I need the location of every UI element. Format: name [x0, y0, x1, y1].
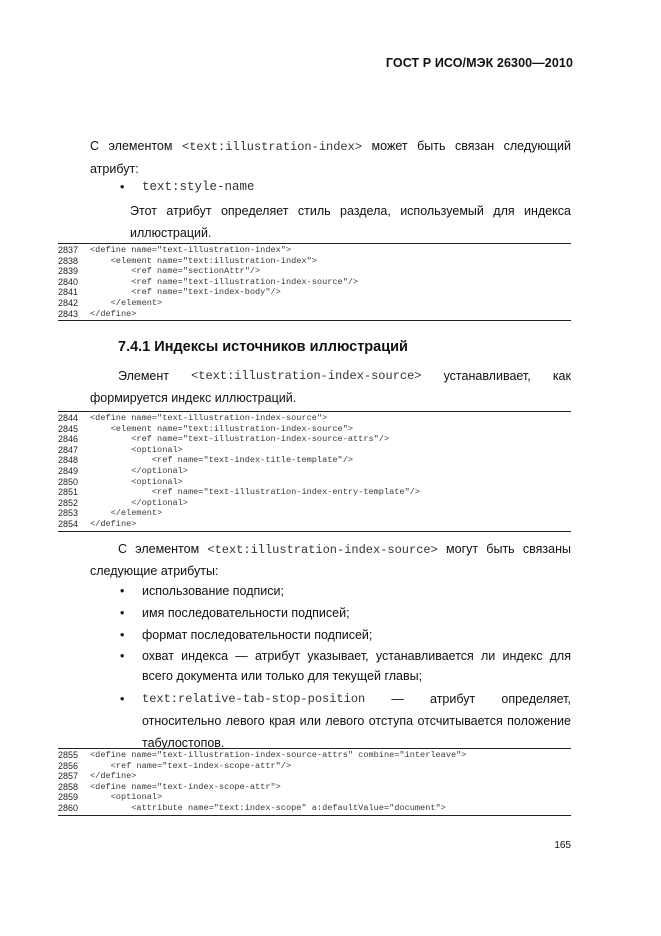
line-number: 2856 — [58, 760, 79, 771]
code-text: </element> — [90, 297, 163, 308]
code-line — [58, 792, 571, 803]
code-line — [58, 413, 571, 424]
code-text: </define> — [90, 308, 137, 319]
line-number: 2843 — [58, 308, 79, 319]
code-line — [58, 424, 571, 435]
bullet-attribute-code: text:style-name — [142, 180, 255, 194]
code-line — [58, 256, 571, 267]
line-number: 2858 — [58, 781, 79, 792]
line-number: 2851 — [58, 487, 79, 498]
line-number: 2853 — [58, 508, 79, 519]
paragraph-attributes-intro: С элементом <text:illustration-index-source> могут быть связаны — [118, 542, 571, 557]
list-item: text:relative-tab-stop-position — атрибут определяет, — [142, 692, 571, 706]
code-line — [58, 298, 571, 309]
list-item-continuation: всего документа или только для текущей главы; — [142, 669, 423, 683]
code-line — [58, 761, 571, 772]
code-line — [58, 782, 571, 793]
code-text: <ref name="text-illustration-index-entry-template"/> — [90, 487, 421, 498]
document-header: ГОСТ Р ИСО/МЭК 26300—2010 — [385, 56, 573, 70]
code-text: <optional> — [90, 444, 183, 455]
code-line — [58, 508, 571, 519]
line-number: 2859 — [58, 792, 79, 803]
code-line — [58, 277, 571, 288]
line-number: 2842 — [58, 297, 79, 308]
code-text: </optional> — [90, 465, 188, 476]
paragraph-intro: С элементом <text:illustration-index> может быть связан следующий — [90, 139, 572, 154]
inline-code: text:relative-tab-stop-position — [142, 692, 366, 706]
list-item: охват индекса — атрибут указывает, устанавливается ли индекс для — [142, 649, 571, 663]
list-item: имя последовательности подписей; — [142, 606, 350, 620]
code-line — [58, 445, 571, 456]
inline-code: <text:illustration-index-source> — [207, 543, 438, 557]
code-text: <define name="text-index-scope-attr"> — [90, 781, 281, 792]
code-line — [58, 309, 571, 320]
bullet-marker: • — [120, 606, 125, 620]
code-text: <element name="text:illustration-index"> — [90, 255, 317, 266]
bullet-marker: • — [120, 692, 125, 706]
line-number: 2845 — [58, 423, 79, 434]
code-text: <ref name="sectionAttr"/> — [90, 266, 261, 277]
code-text: <define name="text-illustration-index-source"> — [90, 413, 328, 423]
code-block-3 — [58, 748, 571, 816]
line-number: 2849 — [58, 465, 79, 476]
line-number: 2846 — [58, 434, 79, 445]
code-line — [58, 477, 571, 488]
code-line — [58, 519, 571, 530]
line-number: 2837 — [58, 245, 79, 255]
code-block-2 — [58, 411, 571, 532]
list-item-continuation: относительно левого края или левого отступа отсчитывается положение — [142, 714, 571, 728]
code-line — [58, 750, 571, 761]
code-block-1 — [58, 243, 571, 321]
line-number: 2840 — [58, 276, 79, 287]
code-line — [58, 266, 571, 277]
inline-code: <text:illustration-index-source> — [191, 369, 422, 383]
code-line — [58, 771, 571, 782]
code-line — [58, 434, 571, 445]
line-number: 2850 — [58, 476, 79, 487]
code-line — [58, 455, 571, 466]
code-text: <ref name="text-illustration-index-source-attrs"/> — [90, 434, 390, 445]
list-item-continuation: табулостопов. — [142, 736, 225, 750]
code-line — [58, 466, 571, 477]
line-number: 2857 — [58, 771, 79, 782]
code-text: <ref name="text-index-scope-attr"/> — [90, 760, 292, 771]
code-text: <define name="text-illustration-index"> — [90, 245, 292, 255]
code-line — [58, 498, 571, 509]
line-number: 2838 — [58, 255, 79, 266]
page-number: 165 — [554, 840, 571, 851]
code-text: </optional> — [90, 497, 188, 508]
code-text: </element> — [90, 508, 163, 519]
bullet-marker: • — [120, 649, 125, 663]
code-text: <ref name="text-index-body"/> — [90, 287, 281, 298]
line-number: 2855 — [58, 750, 79, 760]
bullet-marker: • — [120, 180, 125, 194]
code-text: <define name="text-illustration-index-source-attrs" combine="interleave"> — [90, 750, 467, 760]
paragraph-source-element-line2: формируется индекс иллюстраций. — [90, 391, 297, 405]
paragraph-attribute-desc: Этот атрибут определяет стиль раздела, используемый для индекса — [130, 204, 571, 218]
line-number: 2848 — [58, 455, 79, 466]
code-text: <ref name="text-illustration-index-source"/> — [90, 276, 359, 287]
code-text: <ref name="text-index-title-template"/> — [90, 455, 354, 466]
section-heading: 7.4.1 Индексы источников иллюстраций — [118, 339, 408, 355]
bullet-marker: • — [120, 628, 125, 642]
line-number: 2860 — [58, 802, 79, 813]
inline-code: <text:illustration-index> — [182, 140, 363, 154]
line-number: 2841 — [58, 287, 79, 298]
line-number: 2847 — [58, 444, 79, 455]
code-text: </define> — [90, 771, 137, 782]
code-text: <attribute name="text:index-scope" a:defaultValue="document"> — [90, 802, 446, 813]
line-number: 2839 — [58, 266, 79, 277]
list-item: формат последовательности подписей; — [142, 628, 373, 642]
paragraph-attributes-intro-line2: следующие атрибуты: — [90, 564, 219, 578]
code-text: <element name="text:illustration-index-source"> — [90, 423, 354, 434]
paragraph-intro-line2: атрибут: — [90, 162, 139, 176]
paragraph-attribute-desc-line2: иллюстраций. — [130, 226, 212, 240]
bullet-marker: • — [120, 584, 125, 598]
code-text: <optional> — [90, 792, 163, 803]
line-number: 2854 — [58, 518, 79, 529]
code-line — [58, 487, 571, 498]
code-line — [58, 287, 571, 298]
line-number: 2852 — [58, 497, 79, 508]
code-line — [58, 803, 571, 814]
paragraph-source-element: Элемент <text:illustration-index-source> устанавливает, как — [118, 365, 571, 388]
line-number: 2844 — [58, 413, 79, 423]
code-text: <optional> — [90, 476, 183, 487]
list-item: использование подписи; — [142, 584, 284, 598]
code-line — [58, 245, 571, 256]
code-text: </define> — [90, 518, 137, 529]
